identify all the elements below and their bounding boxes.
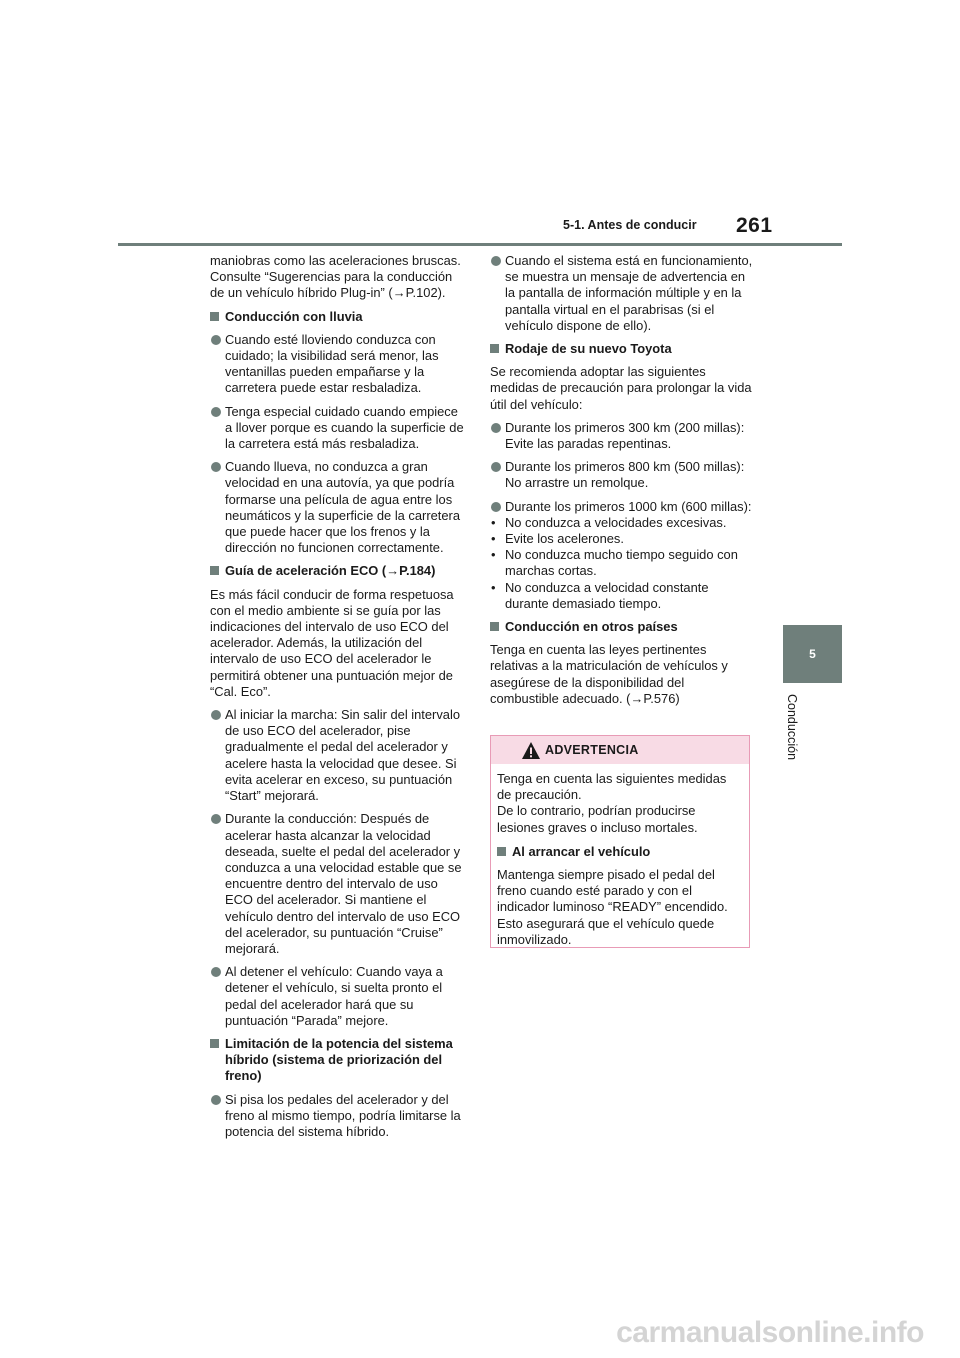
heading-rain-text: Conducción con lluvia — [225, 308, 363, 324]
list-item — [210, 707, 467, 804]
list-item-text: Durante la conducción: Después de acelerar hasta alcanzar la velocidad deseada, suelte el pedal del acelerador y conduzca a una velocidad estable que se encuentre dentro del intervalo de uso ECO del acelerador. Si mantiene el vehículo dentro del intervalo de uso ECO del acelerador, su puntuación “Cruise” mejorará. — [225, 811, 462, 956]
left-column — [210, 253, 467, 1147]
heading-abroad-text: Conducción en otros países — [505, 619, 678, 635]
warning-triangle-icon — [521, 741, 541, 760]
warning-intro-2: De lo contrario, podrían producirse lesiones graves o incluso mortales. — [497, 803, 698, 835]
heading-eco-text: Guía de aceleración ECO (→P.184) — [225, 563, 436, 579]
eco-paragraph: Es más fácil conducir de forma respetuosa con el medio ambiente si se guía por las indicaciones del intervalo de uso ECO del acelerador. Además, la utilización del intervalo de uso ECO del acelerador le permitirá obtener una puntuación mejor de “Cal. Eco”. — [210, 586, 454, 699]
warning-body — [491, 764, 749, 948]
heading-power-limit — [210, 1036, 467, 1085]
list-item — [210, 1092, 467, 1141]
circle-bullet-icon — [211, 407, 221, 417]
abroad-paragraph: Tenga en cuenta las leyes pertinentes relativas a la matriculación de vehículos y asegúrese de la disponibilidad del combustible adecuado. (→P.576) — [490, 642, 728, 706]
heading-break-in-text: Rodaje de su nuevo Toyota — [505, 341, 672, 357]
square-bullet-icon — [497, 847, 506, 856]
intro-paragraph: maniobras como las aceleraciones bruscas. Consulte “Sugerencias para la conducción de un vehículo híbrido Plug-in” (→P.102). — [210, 253, 461, 301]
heading-rain — [210, 309, 467, 325]
chapter-title-text: Conducción — [785, 694, 799, 761]
sub-list-item — [490, 547, 754, 579]
sub-list-item — [490, 531, 754, 547]
list-item — [210, 404, 467, 453]
square-bullet-icon — [210, 312, 219, 321]
list-item-text: Cuando esté lloviendo conduzca con cuidado; la visibilidad será menor, las ventanillas pueden empañarse y la carretera puede estar resbaladiza. — [225, 331, 439, 396]
dot-bullet-icon: • — [491, 514, 496, 530]
section-label: 5-1. Antes de conducir — [563, 218, 697, 232]
chapter-title-vertical — [785, 694, 801, 814]
list-item-text: Durante los primeros 800 km (500 millas): No arrastre un remolque. — [505, 459, 745, 491]
list-item — [210, 459, 467, 556]
sub-list-item — [490, 515, 754, 531]
circle-bullet-icon — [491, 256, 501, 266]
warning-title: ADVERTENCIA — [545, 743, 639, 757]
list-item-text: Tenga especial cuidado cuando empiece a llover porque es cuando la superficie de la carretera está más resbaladiza. — [225, 403, 464, 452]
list-item — [210, 811, 467, 957]
dot-bullet-icon: • — [491, 547, 496, 563]
heading-abroad — [490, 619, 754, 635]
sub-list-item-text: No conduzca a velocidades excesivas. — [505, 514, 727, 530]
list-item-text: Si pisa los pedales del acelerador y del freno al mismo tiempo, podría limitarse la potencia del sistema híbrido. — [225, 1091, 461, 1139]
page-number: 261 — [736, 214, 773, 237]
warning-intro: Tenga en cuenta las siguientes medidas de precaución. — [497, 771, 727, 803]
square-bullet-icon — [490, 622, 499, 631]
list-item-text: Al iniciar la marcha: Sin salir del intervalo de uso ECO del acelerador, pise gradualmente el pedal del acelerador y acelere hasta la velocidad que desee. Si evita acelerar en exceso, su puntuación “Start” mejorará. — [225, 707, 460, 804]
circle-bullet-icon — [211, 1095, 221, 1105]
warning-heading-text: Al arrancar el vehículo — [512, 843, 651, 859]
sub-list-item-text: No conduzca a velocidad constante durante demasiado tiempo. — [505, 579, 709, 611]
list-item-text: Cuando el sistema está en funcionamiento, se muestra un mensaje de advertencia en la pantalla de información múltiple y en la pantalla virtual en el parabrisas (si el vehículo dispone de ello). — [505, 253, 753, 333]
sub-list-item — [490, 580, 754, 612]
header-rule — [118, 243, 842, 246]
warning-heading — [497, 844, 743, 860]
sub-list-item-text: Evite los acelerones. — [505, 531, 624, 547]
chapter-tab: 5 — [783, 625, 842, 683]
break-in-paragraph: Se recomienda adoptar las siguientes medidas de precaución para prolongar la vida útil del vehículo: — [490, 364, 752, 412]
list-item — [210, 332, 467, 397]
circle-bullet-icon — [211, 462, 221, 472]
circle-bullet-icon — [211, 335, 221, 345]
list-item — [210, 964, 467, 1029]
list-item-text: Durante los primeros 1000 km (600 millas): — [505, 498, 752, 514]
circle-bullet-icon — [491, 423, 501, 433]
list-item — [490, 253, 754, 334]
warning-box — [490, 735, 750, 948]
list-item — [490, 420, 754, 452]
list-item-text: Durante los primeros 300 km (200 millas): Evite las paradas repentinas. — [505, 419, 745, 452]
circle-bullet-icon — [211, 967, 221, 977]
circle-bullet-icon — [491, 462, 501, 472]
list-item-text: Al detener el vehículo: Cuando vaya a detener el vehículo, si suelta pronto el pedal del acelerador hará que su puntuación “Parada” mejore. — [225, 964, 443, 1028]
square-bullet-icon — [210, 566, 219, 575]
square-bullet-icon — [210, 1039, 219, 1048]
square-bullet-icon — [490, 344, 499, 353]
heading-limit-text: Limitación de la potencia del sistema híbrido (sistema de priorización del freno) — [225, 1035, 453, 1084]
right-column — [490, 253, 754, 714]
dot-bullet-icon: • — [491, 579, 496, 595]
list-item — [490, 499, 754, 612]
circle-bullet-icon — [211, 710, 221, 720]
heading-eco-guide — [210, 563, 467, 579]
circle-bullet-icon — [491, 502, 501, 512]
watermark: carmanualsonline.info — [616, 1316, 924, 1349]
sub-list-item-text: No conduzca mucho tiempo seguido con marchas cortas. — [505, 547, 738, 579]
dot-bullet-icon: • — [491, 531, 496, 547]
circle-bullet-icon — [211, 814, 221, 824]
list-item-text: Cuando llueva, no conduzca a gran velocidad en una autovía, ya que podría formarse una película de agua entre los neumáticos y la superficie de la carretera que puede hacer que los frenos y la dirección no funcionen correctamente. — [225, 459, 461, 556]
warning-header — [491, 736, 749, 764]
list-item — [490, 459, 754, 491]
warning-text: Mantenga siempre pisado el pedal del freno cuando esté parado y con el indicador luminoso “READY” encendido. Esto asegurará que el vehículo quede inmovilizado. — [497, 867, 728, 947]
heading-break-in — [490, 341, 754, 357]
